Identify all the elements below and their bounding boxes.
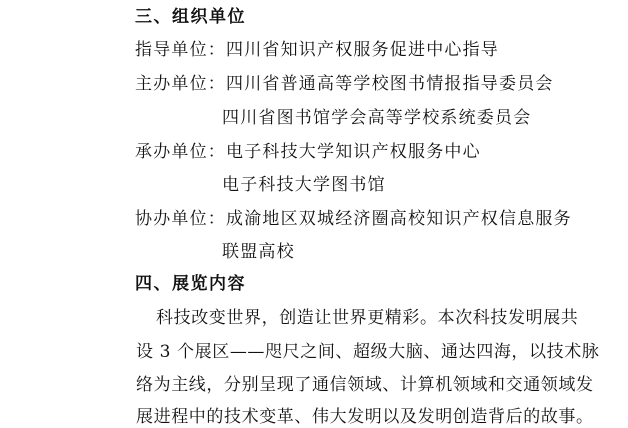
section-heading-exhibition: 四、展览内容	[135, 274, 246, 294]
co-organizer-unit-value-2: 联盟高校	[222, 242, 295, 262]
paragraph-line: 络为主线，分别呈现了通信领域、计算机领域和交通领域发	[136, 375, 594, 395]
guidance-unit-row	[135, 39, 499, 61]
section-heading-organizers: 三、组织单位	[135, 7, 246, 27]
undertaker-unit-value-2: 电子科技大学图书馆	[222, 175, 386, 195]
co-organizer-unit-value-1: 成渝地区双城经济圈高校知识产权信息服务	[226, 209, 572, 229]
host-unit-value-1: 四川省普通高等学校图书情报指导委员会	[226, 74, 554, 94]
guidance-unit-label: 指导单位：	[135, 40, 226, 60]
host-unit-row	[135, 73, 554, 95]
host-unit-label: 主办单位：	[135, 74, 226, 94]
paragraph-line: 展进程中的技术变革、伟大发明以及发明创造背后的故事。	[136, 407, 594, 427]
paragraph-line: 设 3 个展区——咫尺之间、超级大脑、通达四海，以技术脉	[136, 342, 600, 362]
co-organizer-unit-label: 协办单位：	[135, 209, 226, 229]
co-organizer-unit-row	[135, 208, 572, 230]
guidance-unit-value: 四川省知识产权服务促进中心指导	[226, 40, 499, 60]
undertaker-unit-value-1: 电子科技大学知识产权服务中心	[226, 142, 481, 162]
paragraph-line: 科技改变世界，创造让世界更精彩。本次科技发明展共	[156, 308, 579, 328]
undertaker-unit-label: 承办单位：	[135, 142, 226, 162]
undertaker-unit-row	[135, 141, 481, 163]
host-unit-value-2: 四川省图书馆学会高等学校系统委员会	[222, 108, 532, 128]
